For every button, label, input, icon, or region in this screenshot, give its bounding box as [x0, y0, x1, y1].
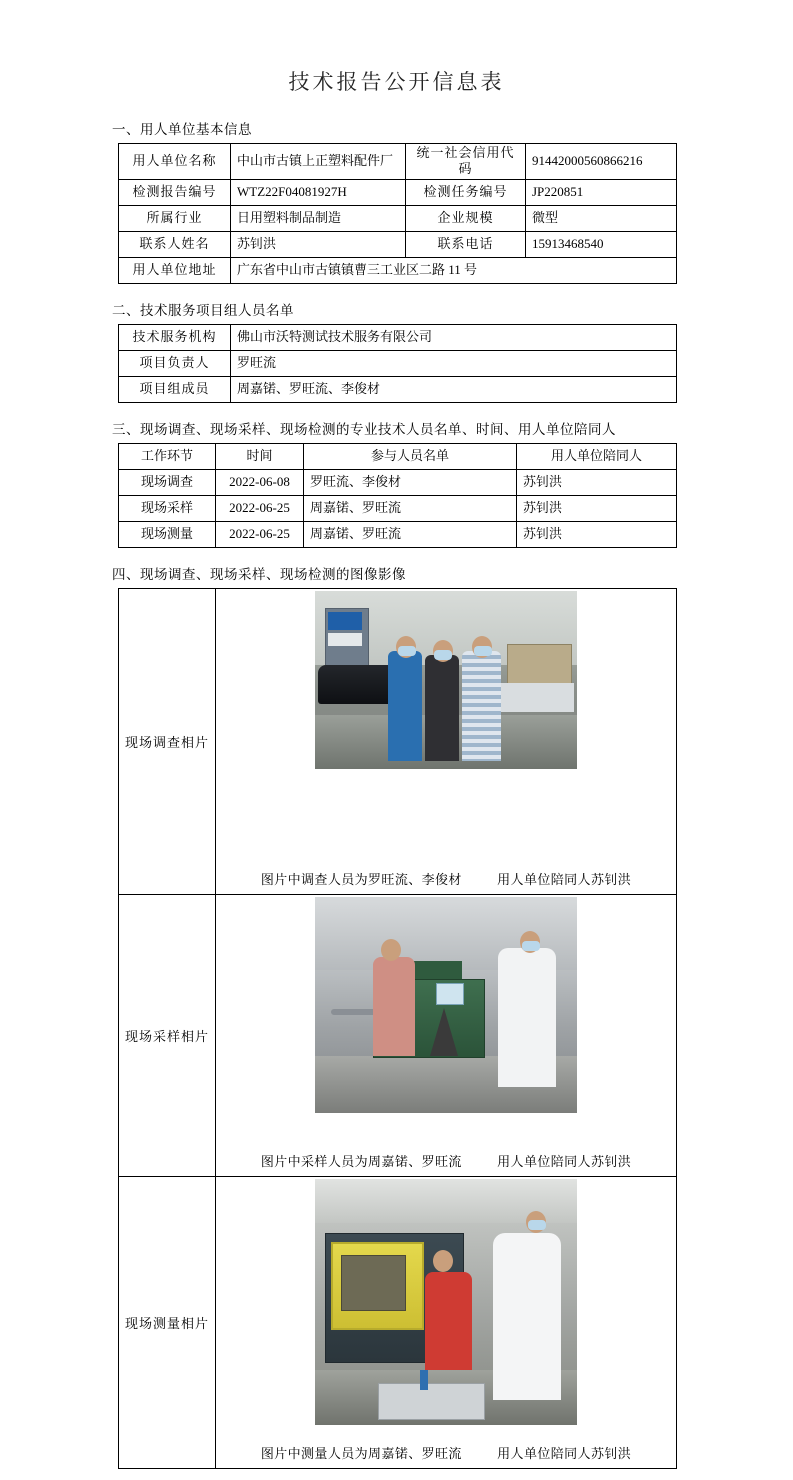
page-title: 技术报告公开信息表: [288, 71, 505, 94]
address-label: 用人单位地址: [119, 257, 231, 283]
table-row: [119, 894, 677, 1176]
stage-value: 现场测量: [119, 521, 216, 547]
table-row: [119, 324, 677, 350]
service-org-value: 佛山市沃特测试技术服务有限公司: [231, 324, 677, 350]
stage-value: 现场采样: [119, 495, 216, 521]
table-row: [119, 376, 677, 402]
photo-cell-measurement: [216, 1176, 677, 1468]
team-info-table: [118, 324, 677, 403]
photo-label-survey: 现场调查相片: [119, 588, 216, 894]
col-header-escort: 用人单位陪同人: [517, 443, 677, 469]
caption-sub: 用人单位陪同人苏钊洪: [497, 871, 632, 887]
photo-wrapper: [216, 895, 676, 1113]
col-header-stage: 工作环节: [119, 443, 216, 469]
industry-value: 日用塑料制品制造: [231, 205, 406, 231]
section-heading-photos: 四、现场调查、现场采样、现场检测的图像影像: [112, 566, 406, 582]
service-org-label: 技术服务机构: [119, 324, 231, 350]
fieldwork-table: [118, 443, 677, 548]
credit-code-value: 91442000560866216: [526, 144, 677, 180]
company-scale-value: 微型: [526, 205, 677, 231]
contact-phone-label: 联系电话: [406, 231, 526, 257]
project-members-value: 周嘉锘、罗旺流、李俊材: [231, 376, 677, 402]
project-leader-label: 项目负责人: [119, 350, 231, 376]
table-row: [119, 350, 677, 376]
participants-value: 周嘉锘、罗旺流: [304, 495, 517, 521]
table-row: [119, 257, 677, 283]
stage-value: 现场调查: [119, 469, 216, 495]
col-header-date: 时间: [216, 443, 304, 469]
photo-caption-sampling: [216, 1147, 676, 1176]
address-value: 广东省中山市古镇镇曹三工业区二路 11 号: [231, 257, 677, 283]
section-heading-basic-info: 一、用人单位基本信息: [112, 122, 252, 137]
employer-name-value: 中山市古镇上正塑料配件厂: [231, 144, 406, 180]
site-survey-photo: [315, 591, 577, 769]
industry-label: 所属行业: [119, 205, 231, 231]
date-value: 2022-06-25: [216, 521, 304, 547]
task-number-label: 检测任务编号: [406, 179, 526, 205]
contact-phone-value: 15913468540: [526, 231, 677, 257]
photo-label-sampling: 现场采样相片: [119, 894, 216, 1176]
section-heading-team: 二、技术服务项目组人员名单: [112, 302, 294, 318]
employer-info-table: [118, 143, 677, 284]
escort-value: 苏钊洪: [517, 469, 677, 495]
col-header-participants: 参与人员名单: [304, 443, 517, 469]
table-row: [119, 495, 677, 521]
table-row: [119, 179, 677, 205]
photos-table: [118, 588, 677, 1469]
caption-main: 图片中测量人员为周嘉锘、罗旺流: [260, 1445, 462, 1461]
caption-sub: 用人单位陪同人苏钊洪: [497, 1153, 632, 1169]
caption-main: 图片中采样人员为周嘉锘、罗旺流: [260, 1153, 462, 1169]
photo-caption-survey: [216, 865, 676, 894]
caption-main: 图片中调查人员为罗旺流、李俊材: [260, 871, 462, 887]
company-scale-label: 企业规模: [406, 205, 526, 231]
photo-caption-measurement: [216, 1439, 676, 1468]
table-row: [119, 521, 677, 547]
site-sampling-photo: [315, 897, 577, 1113]
table-row: [119, 1176, 677, 1468]
escort-value: 苏钊洪: [517, 495, 677, 521]
participants-value: 周嘉锘、罗旺流: [304, 521, 517, 547]
photo-cell-survey: [216, 588, 677, 894]
contact-name-value: 苏钊洪: [231, 231, 406, 257]
table-row: [119, 144, 677, 180]
date-value: 2022-06-25: [216, 495, 304, 521]
table-row: [119, 205, 677, 231]
contact-name-label: 联系人姓名: [119, 231, 231, 257]
table-row: [119, 588, 677, 894]
credit-code-label: 统一社会信用代码: [406, 144, 526, 180]
photo-label-measurement: 现场测量相片: [119, 1176, 216, 1468]
table-header-row: [119, 443, 677, 469]
report-number-value: WTZ22F04081927H: [231, 179, 406, 205]
project-leader-value: 罗旺流: [231, 350, 677, 376]
photo-cell-sampling: [216, 894, 677, 1176]
employer-name-label: 用人单位名称: [119, 144, 231, 180]
photo-wrapper: [216, 1177, 676, 1425]
site-measurement-photo: [315, 1179, 577, 1425]
escort-value: 苏钊洪: [517, 521, 677, 547]
task-number-value: JP220851: [526, 179, 677, 205]
report-number-label: 检测报告编号: [119, 179, 231, 205]
date-value: 2022-06-08: [216, 469, 304, 495]
table-row: [119, 231, 677, 257]
caption-sub: 用人单位陪同人苏钊洪: [497, 1445, 632, 1461]
participants-value: 罗旺流、李俊材: [304, 469, 517, 495]
table-row: [119, 469, 677, 495]
project-members-label: 项目组成员: [119, 376, 231, 402]
photo-wrapper: [216, 589, 676, 769]
section-heading-fieldwork: 三、现场调查、现场采样、现场检测的专业技术人员名单、时间、用人单位陪同人: [112, 421, 616, 437]
